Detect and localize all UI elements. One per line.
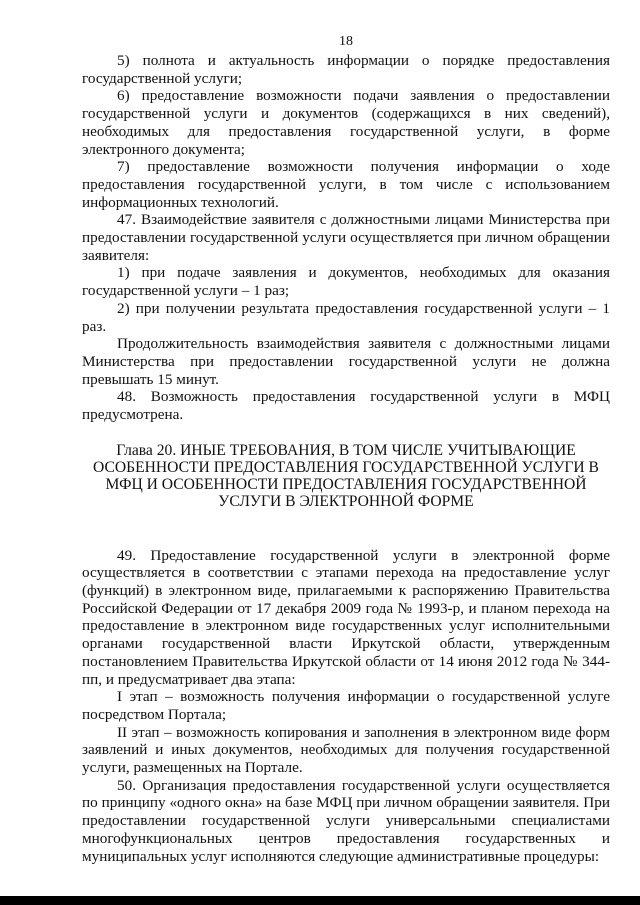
clause-49: 49. Предоставление государственной услуги в электронной форме осуществляется в соответствии с этапами перехода на предоставление услуг (функций) в электронном виде, прилагаемыми к распоряжению Правительства Российской Федерации от 17 декабря 2009 года № 1993-р, и планом перехода на предоставление в электронном виде государственных услуг исполнительными органами государственной власти Иркутской области, утвержденным постановлением Правительства Иркутской области от 14 июня 2012 года № 344-пп, и предусматривает два этапа: [82, 546, 610, 688]
clause-47-item-2: 2) при получении результата предоставления государственной услуги – 1 раз. [82, 299, 610, 335]
item-7: 7) предоставление возможности получения информации о ходе предоставления государственной услуги, в том числе с использованием информационных технологий. [82, 158, 610, 211]
item-5: 5) полнота и актуальность информации о порядке предоставления государственной услуги; [82, 52, 610, 87]
stage-1: I этап – возможность получения информации о государственной услуге посредством Портала; [82, 688, 610, 723]
clause-47-item-1: 1) при подаче заявления и документов, необходимых для оказания государственной услуги – 1 раз; [82, 264, 610, 300]
document-page [82, 34, 610, 865]
clause-48: 48. Возможность предоставления государственной услуги в МФЦ предусмотрена. [82, 388, 610, 424]
interaction-duration: Продолжительность взаимодействия заявителя с должностными лицами Министерства при предоставлении государственной услуги не должна превышать 15 минут. [82, 335, 610, 388]
stage-2: II этап – возможность копирования и заполнения в электронном виде форм заявлений и иных документов, необходимых для получения государственной услуги, размещенных на Портале. [82, 723, 610, 777]
clause-50: 50. Организация предоставления государственной услуги осуществляется по принципу «одного окна» на базе МФЦ при личном обращении заявителя. При предоставлении государственной услуги универсальными специалистами многофункциональных центров предоставления государственных и муниципальных услуг исполняются следующие административные процедуры: [82, 776, 610, 865]
item-6: 6) предоставление возможности подачи заявления о предоставлении государственной услуги и документов (содержащихся в них сведений), необходимых для предоставления государственной услуги, в форме электронного документа; [82, 87, 610, 158]
chapter-heading: Глава 20. ИНЫЕ ТРЕБОВАНИЯ, В ТОМ ЧИСЛЕ УЧИТЫВАЮЩИЕ ОСОБЕННОСТИ ПРЕДОСТАВЛЕНИЯ ГОСУДАРСТВЕННОЙ УСЛУГИ В МФЦ И ОСОБЕННОСТИ ПРЕДОСТАВЛЕНИЯ ГОСУДАРСТВЕННОЙ УСЛУГИ В ЭЛЕКТРОННОЙ ФОРМЕ [93, 441, 599, 511]
section-gap [82, 511, 610, 547]
page-number: 18 [339, 34, 353, 49]
clause-47: 47. Взаимодействие заявителя с должностными лицами Министерства при предоставлении государственной услуги осуществляется при личном обращении заявителя: [82, 211, 610, 264]
scan-border [0, 896, 640, 905]
